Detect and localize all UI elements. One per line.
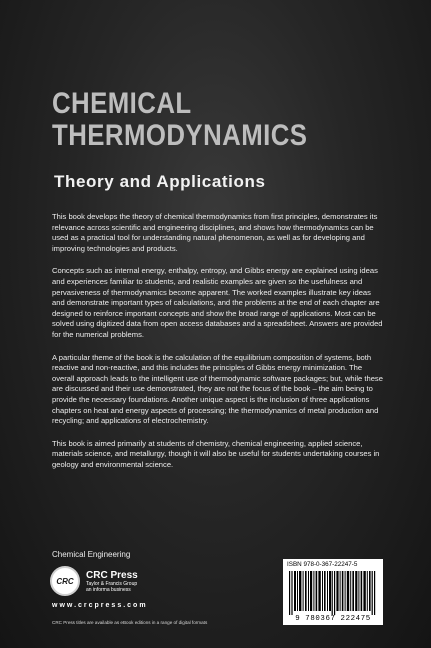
blurb-paragraph-1: This book develops the theory of chemical thermodynamics from first principles, demonstrates its relevance across scientific and engineering disciplines, and shows how thermodynamics can be used as a practical tool for understanding natural phenomenon, as well as for developing and improving technologies and products. xyxy=(52,212,378,253)
publisher-website: www.crcpress.com xyxy=(52,602,148,609)
title-line-2: THERMODYNAMICS xyxy=(52,119,308,152)
publisher-group: Taylor & Francis Group xyxy=(86,580,138,587)
barcode-number: 9 780367 222475 xyxy=(295,615,371,623)
publisher-block xyxy=(86,570,138,593)
book-subtitle: Theory and Applications xyxy=(54,172,266,191)
blurb-paragraph-3: A particular theme of the book is the calculation of the equilibrium composition of systems, both reactive and non-reactive, and this includes the principles of Gibbs energy minimization. The overall approach leads to the intelligent use of thermodynamic software packages; but, while these are discussed and their use demonstrated, they are not the focus of the book – the aim being to provide the necessary foundations. Another unique aspect is the inclusion of three applications chapters on heat and energy aspects of processing; the thermodynamics of metal production and recycling; and applications of electrochemistry. xyxy=(52,352,383,426)
publisher-name: CRC Press xyxy=(86,569,138,581)
publisher-logo xyxy=(50,566,138,596)
ebook-note: CRC Press titles are available as eBook editions in a range of digital formats xyxy=(52,620,208,625)
isbn-label: ISBN 978-0-367-22247-5 xyxy=(287,561,358,568)
blurb-paragraph-2: Concepts such as internal energy, enthalpy, entropy, and Gibbs energy are explained using ideas and experiences familiar to students, and realistic examples are given so the usefulness and pervasiveness of thermodynamics become apparent. The worked examples illustrate key ideas and demonstrate important types of calculations, and the problems at the end of each chapter are designed to reinforce important concepts and show the broad range of applications. Most can be solved using digitized data from open access databases and a spreadsheet. Answers are provided for the numerical problems. xyxy=(52,266,383,339)
title-line-1: CHEMICAL xyxy=(52,87,192,120)
book-title xyxy=(52,88,307,152)
publisher-informa: an informa business xyxy=(86,586,131,593)
blurb-paragraph-4: This book is aimed primarily at students of chemistry, chemical engineering, applied science, materials science, and metallurgy, though it will also be useful for students undertaking courses in geology and environmental science. xyxy=(52,438,380,469)
subject-category: Chemical Engineering xyxy=(52,550,131,559)
crc-logo-icon: CRC xyxy=(50,566,80,596)
isbn-barcode-panel xyxy=(283,559,383,625)
blurb xyxy=(52,212,384,482)
